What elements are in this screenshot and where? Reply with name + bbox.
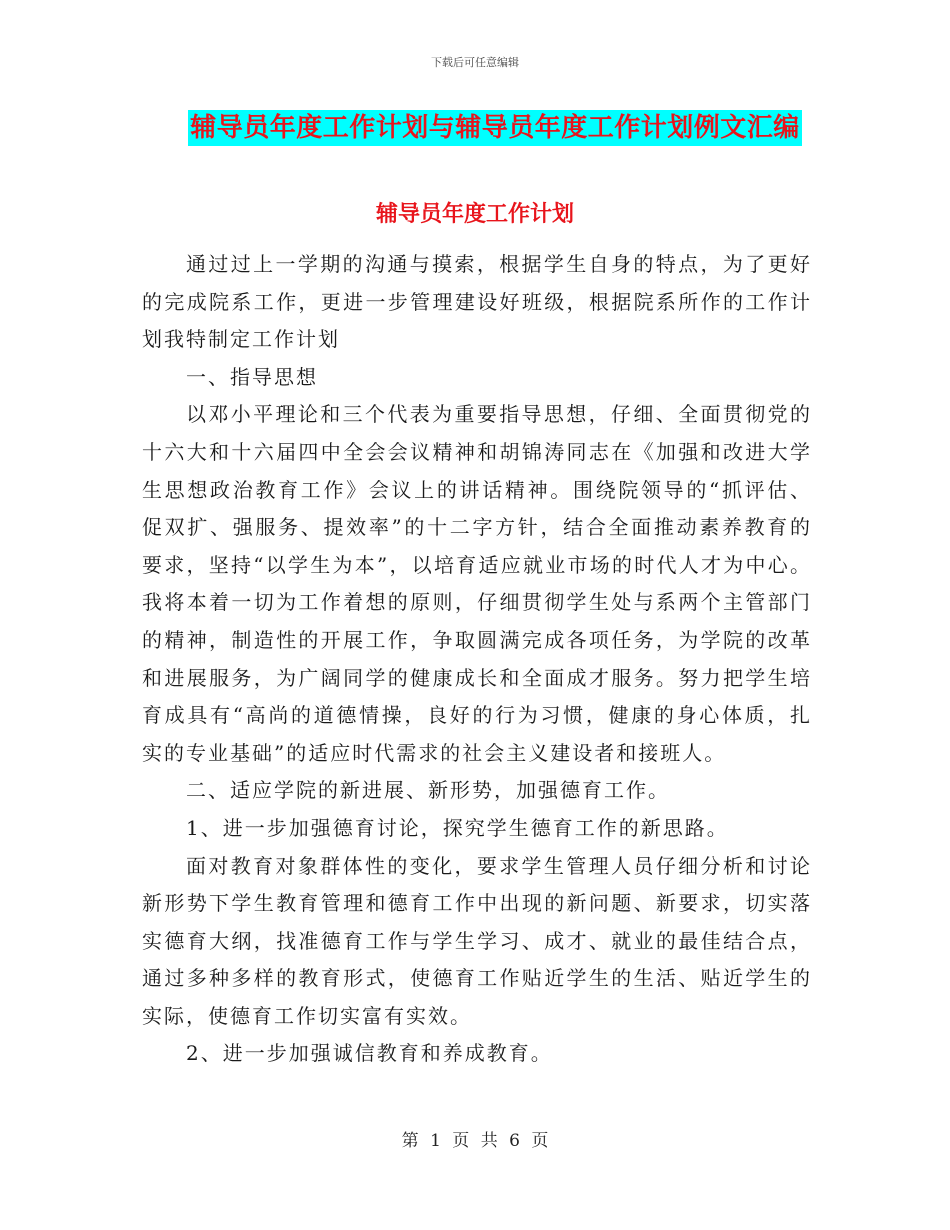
- section-title: 辅导员年度工作计划: [375, 202, 574, 227]
- document-body: [142, 246, 812, 1073]
- paragraph-moral-research: 面对教育对象群体性的变化，要求学生管理人员仔细分析和讨论新形势下学生教育管理和德育工作中出现的新问题、新要求，切实落实德育大纲，找准德育工作与学生学习、成才、就业的最佳结合点，通过多种多样的教育形式，使德育工作贴近学生的生活、贴近学生的实际，使德育工作切实富有实效。: [142, 853, 812, 1028]
- heading-moral-education: 二、适应学院的新进展、新形势，加强德育工作。: [186, 778, 670, 803]
- document-title-container: [0, 110, 950, 146]
- subheading-moral-research: 1、进一步加强德育讨论，探究学生德育工作的新思路。: [186, 815, 729, 840]
- heading-guiding-ideology: 一、指导思想: [186, 364, 318, 389]
- page-number-footer: 第 1 页 共 6 页: [401, 1131, 549, 1151]
- page-header-note: 下载后可任意编辑: [431, 56, 519, 69]
- paragraph-intro: 通过过上一学期的沟通与摸索，根据学生自身的特点，为了更好的完成院系工作，更进一步管理建设好班级，根据院系所作的工作计划我特制定工作计划: [142, 252, 812, 352]
- document-title: 辅导员年度工作计划与辅导员年度工作计划例文汇编: [188, 110, 802, 146]
- subheading-integrity-education: 2、进一步加强诚信教育和养成教育。: [186, 1041, 553, 1066]
- paragraph-guiding-ideology: 以邓小平理论和三个代表为重要指导思想，仔细、全面贯彻党的十六大和十六届四中全会会议精神和胡锦涛同志在《加强和改进大学生思想政治教育工作》会议上的讲话精神。围绕院领导的“抓评估、促双扩、强服务、提效率”的十二字方针，结合全面推动素养教育的要求，坚持“以学生为本”，以培育适应就业市场的时代人才为中心。我将本着一切为工作着想的原则，仔细贯彻学生处与系两个主管部门的精神，制造性的开展工作，争取圆满完成各项任务，为学院的改革和进展服务，为广阔同学的健康成长和全面成才服务。努力把学生培育成具有“高尚的道德情操，良好的行为习惯，健康的身心体质，扎实的专业基础”的适应时代需求的社会主义建设者和接班人。: [142, 402, 812, 765]
